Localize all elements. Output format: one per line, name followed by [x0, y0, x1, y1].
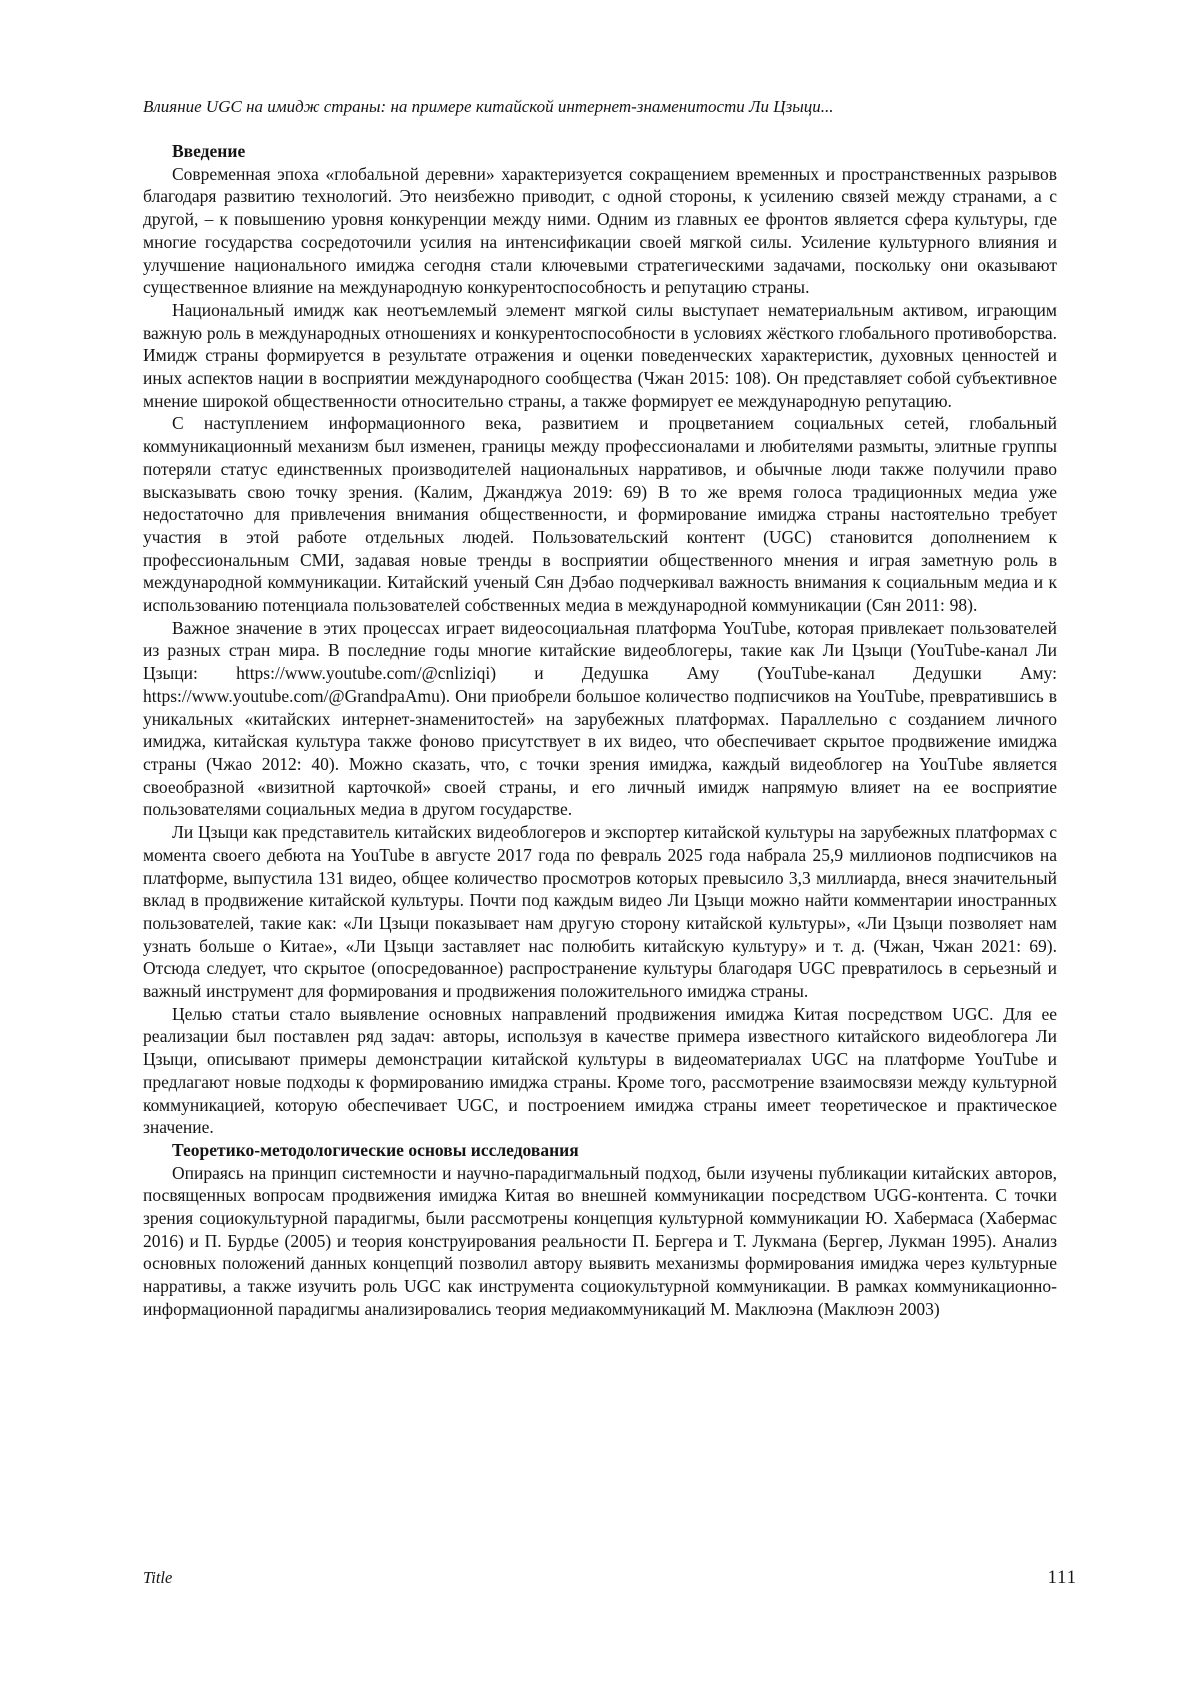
paragraph: Ли Цзыци как представитель китайских видеоблогеров и экспортер китайской культуры на зарубежных платформах с момента своего дебюта на YouTube в августе 2017 года по февраль 2025 года набрала 25,9 миллионов подписчиков на платформе, выпустила 131 видео, общее количество просмотров которых превысило 3,3 миллиарда, внеся значительный вклад в продвижение китайской культуры. Почти под каждым видео Ли Цзыци можно найти комментарии иностранных пользователей, такие как: «Ли Цзыци показывает нам другую сторону китайской культуры», «Ли Цзыци позволяет нам узнать больше о Китае», «Ли Цзыци заставляет нас полюбить китайскую культуру» и т. д. (Чжан, Чжан 2021: 69). Отсюда следует, что скрытое (опосредованное) распространение культуры благодаря UGC превратилось в серьезный и важный инструмент для формирования и продвижения положительного имиджа страны.: [143, 822, 1057, 1002]
paragraph: С наступлением информационного века, развитием и процветанием социальных сетей, глобальный коммуникационный механизм был изменен, границы между профессионалами и любителями размыты, элитные группы потеряли статус единственных производителей национальных нарративов, и обычные люди также получили право высказывать свою точку зрения. (Калим, Джанджуа 2019: 69) В то же время голоса традиционных медиа уже недостаточно для привлечения внимания общественности, и формирование имиджа страны настоятельно требует участия в этой работе отдельных людей. Пользовательский контент (UGC) становится дополнением к профессиональным СМИ, задавая новые тренды в восприятии общественного мнения и играя заметную роль в международной коммуникации. Китайский ученый Сян Дэбао подчеркивал важность внимания к социальным медиа и к использованию потенциала пользователей собственных медиа в международной коммуникации (Сян 2011: 98).: [143, 413, 1057, 616]
paragraph: Важное значение в этих процессах играет видеосоциальная платформа YouTube, которая привлекает пользователей из разных стран мира. В последние годы многие китайские видеоблогеры, такие как Ли Цзыци (YouTube-канал Ли Цзыци: https://www.youtube.com/@cnliziqi) и Дедушка Аму (YouTube-канал Дедушки Аму: https://www.youtube.com/@GrandpaAmu). Они приобрели большое количество подписчиков на YouTube, превратившись в уникальных «китайских интернет-знаменитостей» на зарубежных платформах. Параллельно с созданием личного имиджа, китайская культура также фоново присутствует в их видео, что обеспечивает скрытое продвижение имиджа страны (Чжао 2012: 40). Можно сказать, что, с точки зрения имиджа, каждый видеоблогер на YouTube является своеобразной «визитной карточкой» своей страны, и его личный имидж напрямую влияет на ее восприятие пользователями социальных медиа в другом государстве.: [143, 617, 1057, 820]
running-head: Влияние UGC на имидж страны: на примере китайской интернет-знаменитости Ли Цзыци...: [143, 97, 834, 116]
page-footer: [143, 1568, 1077, 1589]
page-number: 111: [1047, 1568, 1077, 1588]
article-body: [143, 140, 1057, 1321]
paragraph: Целью статьи стало выявление основных направлений продвижения имиджа Китая посредством UGC. Для ее реализации был поставлен ряд задач: авторы, используя в качестве примера известного китайского видеоблогера Ли Цзыци, описывают примеры демонстрации китайской культуры в видеоматериалах UGC на платформе YouTube и предлагают новые подходы к формированию имиджа страны. Кроме того, рассмотрение взаимосвязи между культурной коммуникацией, которую обеспечивает UGC, и построением имиджа страны имеет теоретическое и практическое значение.: [143, 1003, 1057, 1138]
paragraph: Национальный имидж как неотъемлемый элемент мягкой силы выступает нематериальным активом, играющим важную роль в международных отношениях и конкурентоспособности в условиях жёсткого глобального противоборства. Имидж страны формируется в результате отражения и оценки поведенческих характеристик, духовных ценностей и иных аспектов нации в восприятии международного сообщества (Чжан 2015: 108). Он представляет собой субъективное мнение широкой общественности относительно страны, а также формирует ее международную репутацию.: [143, 299, 1057, 411]
section-heading-introduction: Введение: [172, 141, 246, 161]
section-heading-theory: Теоретико-методологические основы исследования: [172, 1139, 579, 1160]
paragraph: Опираясь на принцип системности и научно-парадигмальный подход, были изучены публикации китайских авторов, посвященных вопросам продвижения имиджа Китая во внешней коммуникации посредством UGG-контента. С точки зрения социокультурной парадигмы, были рассмотрены концепция культурной коммуникации Ю. Хабермаса (Хабермас 2016) и П. Бурдье (2005) и теория конструирования реальности П. Бергера и Т. Лукмана (Бергер, Лукман 1995). Анализ основных положений данных концепций позволил автору выявить механизмы формирования имиджа через культурные нарративы, а также изучить роль UGC как инструмента социокультурной коммуникации. В рамках коммуникационно-информационной парадигмы анализировались теория медиакоммуникаций М. Маклюэна (Маклюэн 2003): [143, 1162, 1057, 1319]
paragraph: Современная эпоха «глобальной деревни» характеризуется сокращением временных и пространственных разрывов благодаря развитию технологий. Это неизбежно приводит, с одной стороны, к усилению связей между странами, а с другой, – к повышению уровня конкуренции между ними. Одним из главных ее фронтов является сфера культуры, где многие государства сосредоточили усилия на интенсификации своей мягкой силы. Усиление культурного влияния и улучшение национального имиджа сегодня стали ключевыми стратегическими задачами, поскольку они оказывают существенное влияние на международную конкурентоспособность и репутацию страны.: [143, 163, 1057, 298]
footer-running-title: Title: [143, 1568, 173, 1587]
